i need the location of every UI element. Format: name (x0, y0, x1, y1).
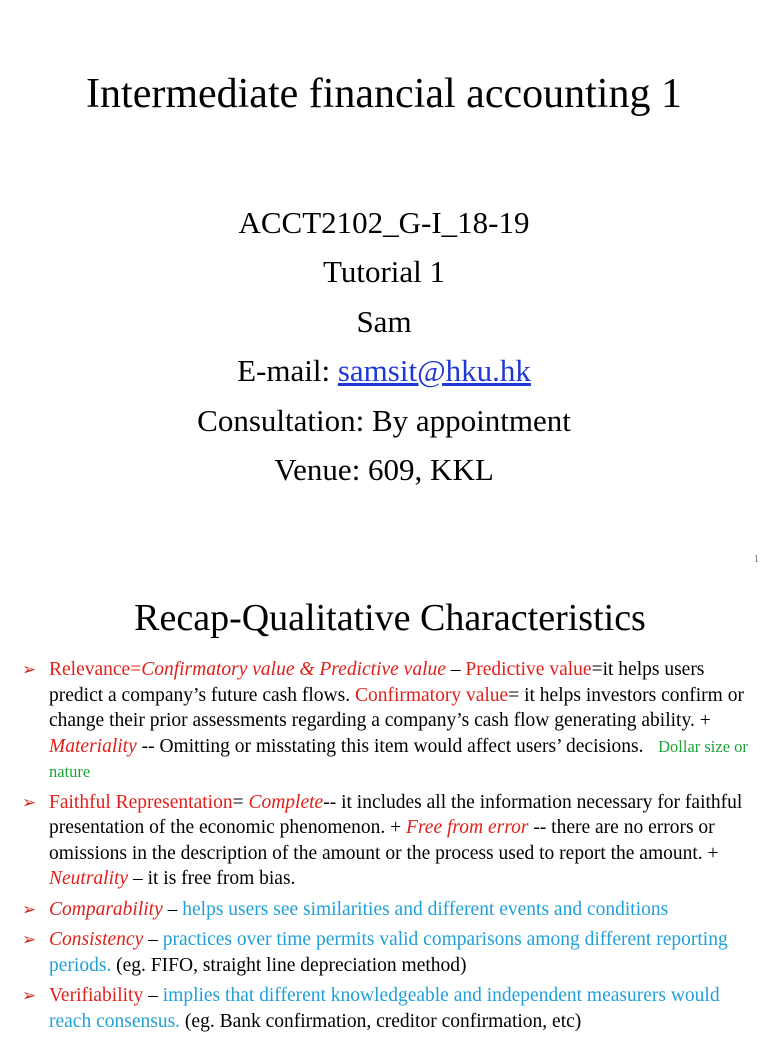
slide-title: Intermediate financial accounting 1 (86, 71, 682, 117)
arrow-bullet-icon: ➢ (22, 930, 37, 949)
tutorial-label: Tutorial 1 (322, 254, 446, 290)
term-relevance: Relevance= (49, 659, 142, 680)
bullet-consistency: ➢ Consistency – practices over time permits valid comparisons among different reporting periods. (eg. FIFO, straight line depreciation method) (22, 929, 728, 976)
email-link[interactable]: samsit@hku.hk (337, 353, 531, 389)
term-comparability: Comparability (49, 898, 163, 920)
term-consistency: Consistency (49, 929, 144, 950)
email-label: E-mail: (237, 353, 338, 389)
materiality-note: Dollar size or nature (49, 736, 748, 781)
slide-title: Recap-Qualitative Characteristics (134, 597, 646, 639)
course-info (0, 198, 768, 494)
arrow-bullet-icon: ➢ (22, 986, 37, 1005)
arrow-bullet-icon: ➢ (22, 899, 37, 919)
venue-line: Venue: 609, KKL (274, 452, 494, 488)
page-number: 1 (754, 554, 759, 565)
arrow-bullet-icon: ➢ (22, 792, 37, 812)
bullet-relevance: ➢ Relevance=Confirmatory value & Predictive value – Predictive value=it helps users predict a company’s future cash flows. Confirmatory value= it helps investors confirm or change their prior assessments regarding a company’s cash flow generating ability. + Materiality -- Omitting or misstating this item would affect users’ decisions. Dollar size or nature (22, 659, 748, 781)
bullet-verifiability: ➢ Verifiability – implies that different knowledgeable and independent measurers would reach consensus. (eg. Bank confirmation, creditor confirmation, etc) (22, 985, 720, 1032)
consultation-line: Consultation: By appointment (197, 402, 571, 438)
tutor-name: Sam (356, 303, 412, 339)
term-verifiability: Verifiability (49, 985, 144, 1006)
arrow-bullet-icon: ➢ (22, 660, 37, 679)
term-faithful: Faithful Representation (49, 791, 233, 813)
email-line (0, 346, 768, 395)
slide-2 (0, 575, 768, 1032)
bullet-faithful-representation: ➢ Faithful Representation= Complete-- it includes all the information necessary for faithful presentation of the economic phenomenon. + Free from error -- there are no errors or omissions in the description of the amount or the process used to report the amount. + Neutrality – it is free from bias. (22, 791, 743, 889)
bullet-list (22, 657, 752, 1039)
bullet-comparability: ➢ Comparability – helps users see similarities and different events and conditions (22, 897, 752, 923)
course-code: ACCT2102_G-I_18-19 (238, 205, 530, 240)
